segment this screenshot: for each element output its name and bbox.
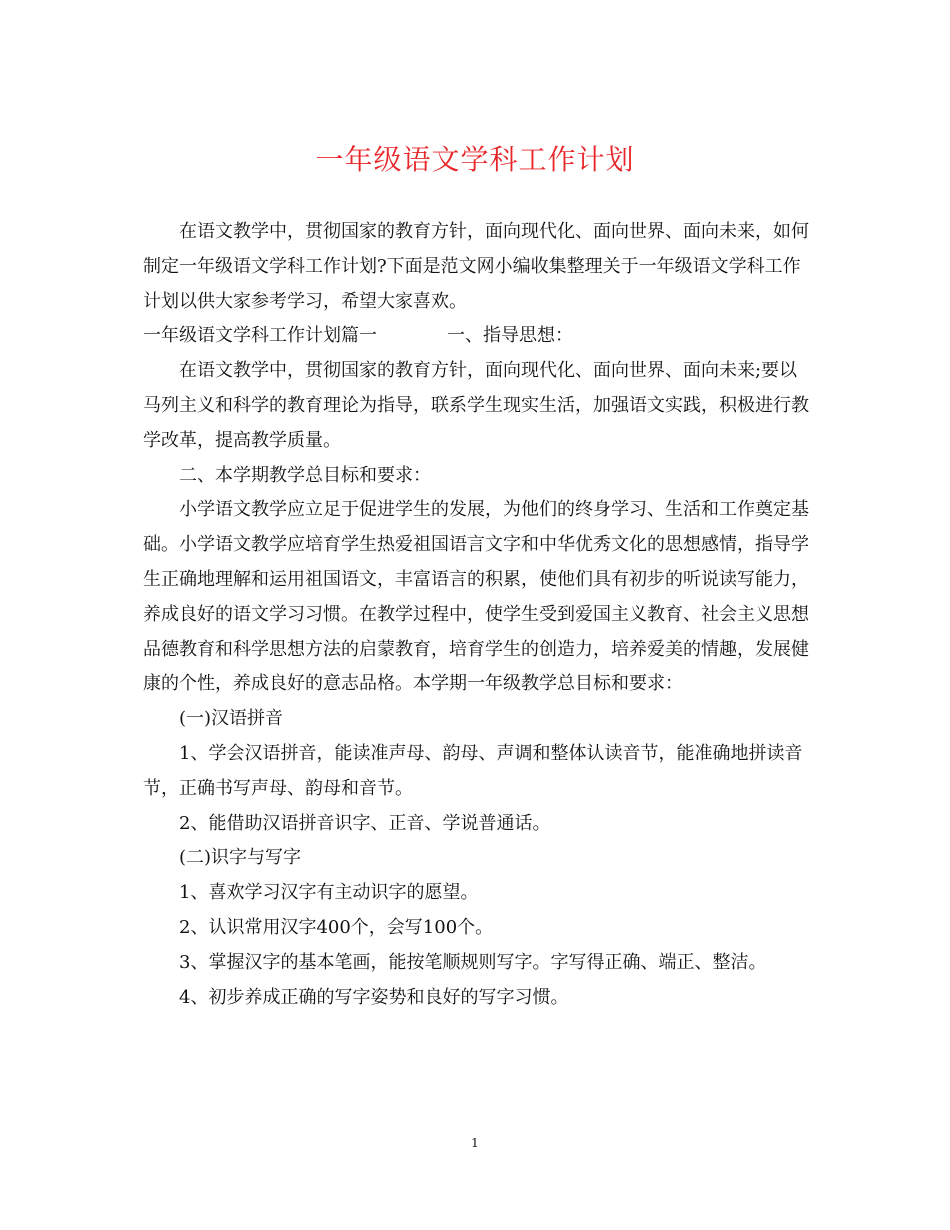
part-heading: 一年级语文学科工作计划篇一 <box>143 325 377 347</box>
part-heading-line <box>143 319 813 354</box>
page-number: 1 <box>471 1136 479 1150</box>
section-heading-2: 二、本学期教学总目标和要求： <box>179 464 431 486</box>
list-item: 1、喜欢学习汉字有主动识字的愿望。 <box>179 882 479 904</box>
list-item: 1、学会汉语拼音，能读准声母、韵母、声调和整体认读音节，能准确地拼读音节，正确书写声母、韵母和音节。 <box>143 742 803 799</box>
section-heading-1: 一、指导思想： <box>447 325 573 347</box>
document-title: 一年级语文学科工作计划 <box>315 143 635 176</box>
paragraph-goals: 小学语文教学应立足于促进学生的发展，为他们的终身学习、生活和工作奠定基础。小学语文教学应培育学生热爱祖国语言文字和中华优秀文化的思想感情，指导学生正确地理解和运用祖国语文，丰富语言的积累，使他们具有初步的听说读写能力，养成良好的语文学习习惯。在教学过程中，使学生受到爱国主义教育、社会主义思想品德教育和科学思想方法的启蒙教育，培育学生的创造力，培养爱美的情趣，发展健康的个性，养成良好的意志品格。本学期一年级教学总目标和要求： <box>143 499 809 695</box>
list-item: 2、能借助汉语拼音识字、正音、学说普通话。 <box>179 812 551 834</box>
list-item: 2、认识常用汉字400个，会写100个。 <box>179 916 494 938</box>
subheading-pinyin: (一)汉语拼音 <box>179 708 284 730</box>
paragraph-guiding-thought: 在语文教学中，贯彻国家的教育方针，面向现代化、面向世界、面向未来;要以马列主义和科学的教育理论为指导，联系学生现实生活，加强语文实践，积极进行教学改革，提高教学质量。 <box>143 360 809 451</box>
document-body <box>143 215 813 1015</box>
intro-paragraph: 在语文教学中，贯彻国家的教育方针，面向现代化、面向世界、面向未来，如何制定一年级语文学科工作计划?下面是范文网小编收集整理关于一年级语文学科工作计划以供大家参考学习，希望大家喜欢。 <box>143 221 809 312</box>
list-item: 4、初步养成正确的写字姿势和良好的写字习惯。 <box>179 986 569 1008</box>
list-item: 3、掌握汉字的基本笔画，能按笔顺规则写字。字写得正确、端正、整洁。 <box>179 951 767 973</box>
subheading-literacy: (二)识字与写字 <box>179 847 302 869</box>
